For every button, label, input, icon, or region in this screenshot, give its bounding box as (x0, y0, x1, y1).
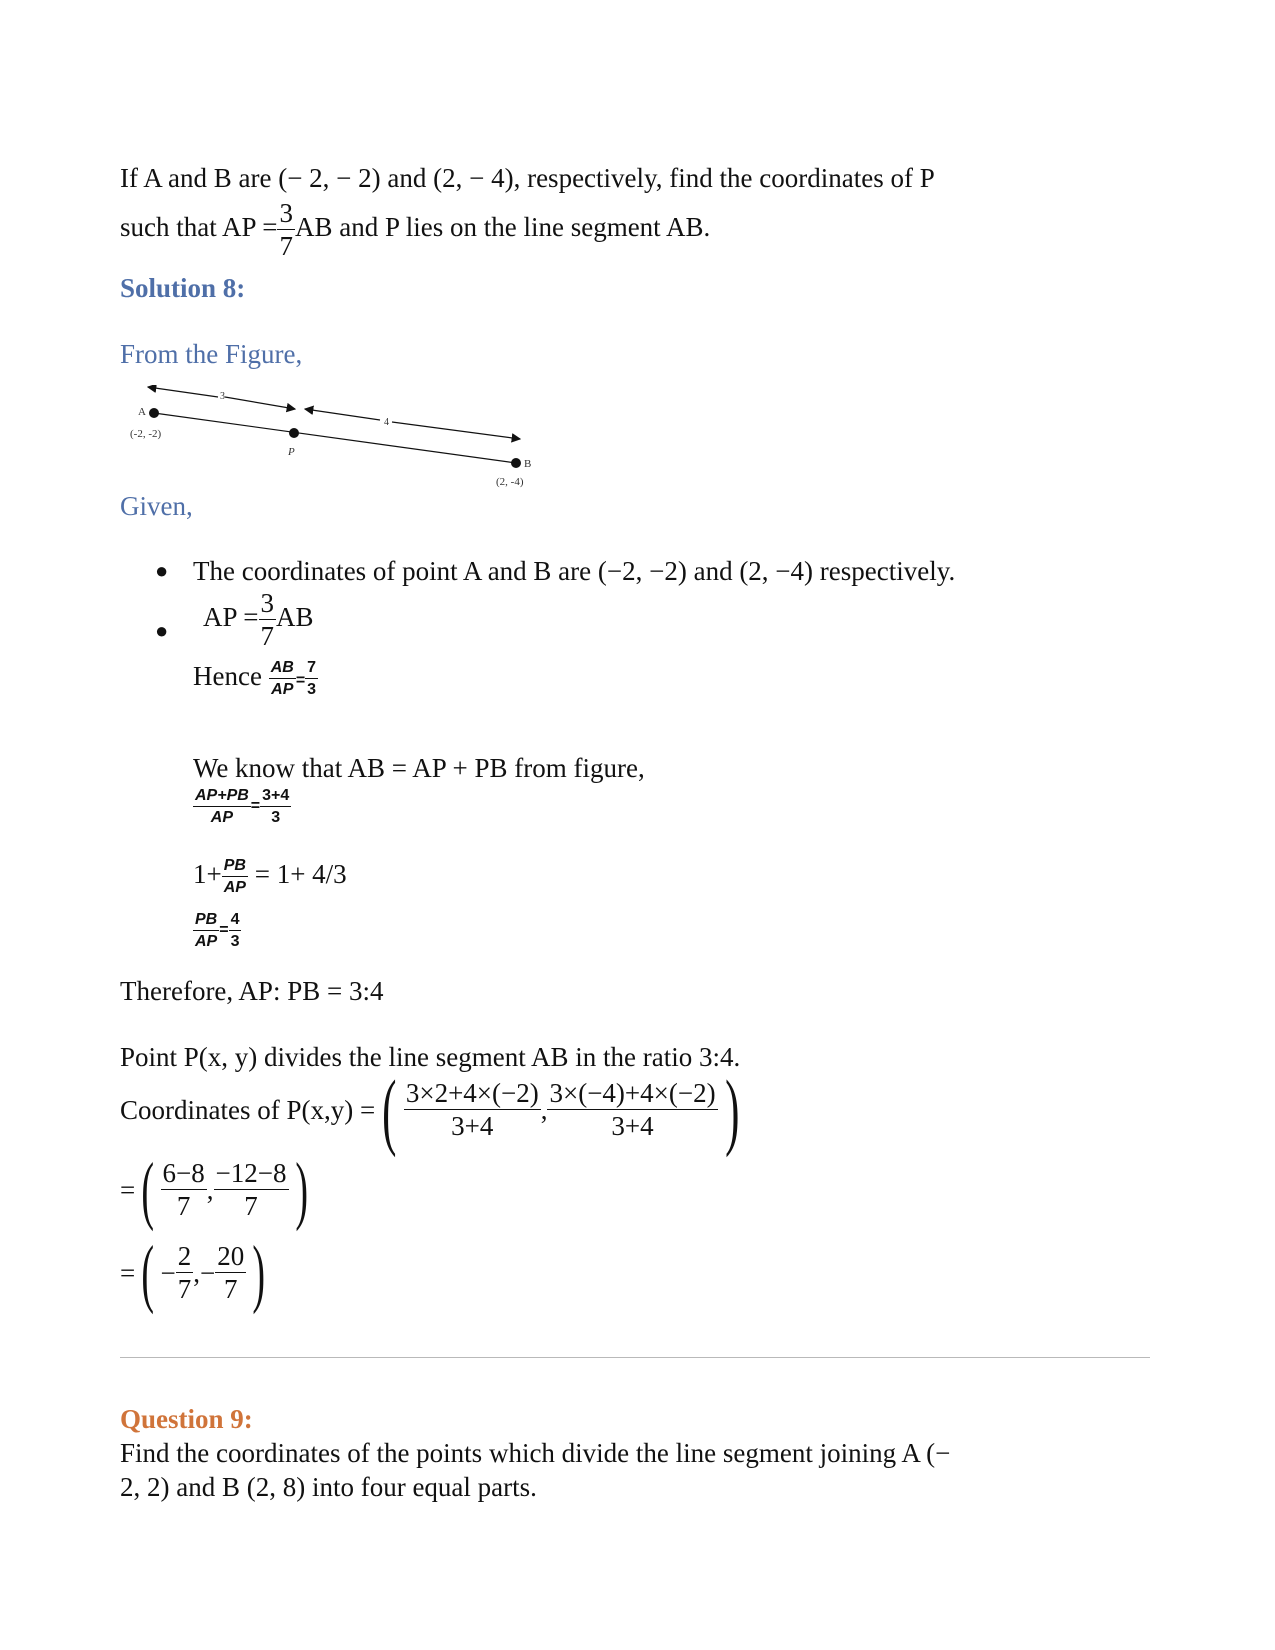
label-a: A (138, 406, 146, 418)
segment-ab (154, 413, 516, 463)
step-3: =( − $\frac{2}{7}$ ,− $\frac{20}{7}$ ) (120, 1231, 266, 1315)
therefore-line: Therefore, AP: PB = 3:4 (120, 976, 384, 1006)
segment-label-3: 3 (220, 391, 225, 402)
fraction-y-coordinate: $\frac{3\times(-4)+4\times(-2)}{3+4}$ (549, 1078, 716, 1141)
fraction-6-minus-8-over-7: $\frac{6-8}{7}$ (162, 1158, 205, 1221)
bullet-2-marker: ● (155, 618, 169, 643)
fraction-2-over-7: $\frac{2}{7}$ (177, 1241, 192, 1304)
fraction-ab-over-ap: $\frac{AB}{AP}$ (270, 659, 294, 698)
from-figure-label: From the Figure, (120, 339, 303, 369)
label-b: B (524, 458, 532, 470)
left-paren: ( (382, 1062, 397, 1158)
fraction-three-sevenths: $\frac{3}{7}$ (260, 588, 274, 651)
right-paren: ) (724, 1062, 740, 1158)
fraction-minus-12-minus-8-over-7: $\frac{-12-8}{7}$ (215, 1158, 287, 1221)
coord-a: (-2, -2) (130, 428, 162, 440)
segment-label-4: 4 (384, 417, 389, 428)
bullet-1-marker: ● (155, 558, 169, 583)
arrow-right-3 (225, 397, 295, 409)
given-heading: Given, (120, 491, 193, 521)
line-segment-figure (120, 385, 540, 495)
solution-heading: Solution 8: (120, 273, 246, 303)
problem-line-1: If A and B are (− 2, − 2) and (2, − 4), respectively, find the coordinates of P (120, 163, 935, 193)
coord-b: (2, -4) (496, 476, 524, 488)
hence-line: Hence $\frac{AB}{AP}$ = $\frac{7}{3}$ (193, 659, 317, 698)
fraction-ap-plus-pb-over-ap: $\frac{AP+PB}{AP}$ (195, 787, 249, 826)
fraction-four-thirds: $\frac{4}{3}$ (230, 911, 240, 950)
equation-2: 1+ $\frac{PB}{AP}$ = 1+ 4/3 (193, 857, 347, 896)
given-bullet-1: The coordinates of point A and B are (−2, −2) and (2, −4) respectively. (193, 556, 956, 586)
fraction-seven-thirds: $\frac{7}{3}$ (307, 659, 317, 698)
fraction-x-coordinate: $\frac{3\times 2+4\times(-2)}{3+4}$ (405, 1078, 539, 1141)
arrow-left-3 (148, 387, 218, 397)
coordinates-formula: Coordinates of P(x,y) =( $\frac{3\times 2+4\times(-2)}{3+4}$ , $\frac{3\times(-4)+4\times(-2)}{3+4}$ ) (120, 1062, 740, 1158)
fraction-pb-over-ap: $\frac{PB}{AP}$ (223, 857, 246, 896)
label-p: P (288, 446, 295, 458)
point-p-dot (289, 428, 299, 438)
equation-3: $\frac{PB}{AP}$ = $\frac{4}{3}$ (195, 911, 240, 950)
fraction-three-sevenths: $\frac{3}{7}$ (279, 198, 293, 261)
problem-line-2 (120, 200, 710, 260)
divides-line: Point P(x, y) divides the line segment AB in the ratio 3:4. (120, 1042, 741, 1072)
fraction-pb-over-ap: $\frac{PB}{AP}$ (195, 911, 218, 950)
know-line: We know that AB = AP + PB from figure, (193, 753, 645, 783)
question-9-heading: Question 9: (120, 1404, 253, 1434)
question-9-line-2: 2, 2) and B (2, 8) into four equal parts. (120, 1472, 537, 1502)
point-b-dot (511, 458, 521, 468)
problem-line-2-prefix: such that AP = (120, 212, 278, 243)
section-divider (120, 1357, 1150, 1358)
given-bullet-2: AP = $\frac{3}{7}$ AB (203, 588, 314, 651)
step-2: =( $\frac{6-8}{7}$ , $\frac{-12-8}{7}$ ) (120, 1148, 308, 1232)
arrow-right-4 (392, 422, 520, 439)
point-a-dot (149, 408, 159, 418)
problem-line-2-suffix: AB and P lies on the line segment AB. (294, 212, 711, 243)
fraction-3plus4-over-3: $\frac{3+4}{3}$ (262, 787, 290, 826)
equation-1: $\frac{AP+PB}{AP}$ = $\frac{3+4}{3}$ (195, 787, 290, 826)
arrow-left-4 (305, 409, 380, 420)
fraction-20-over-7: $\frac{20}{7}$ (217, 1241, 245, 1304)
question-9-line-1: Find the coordinates of the points which divide the line segment joining A (− (120, 1438, 951, 1468)
